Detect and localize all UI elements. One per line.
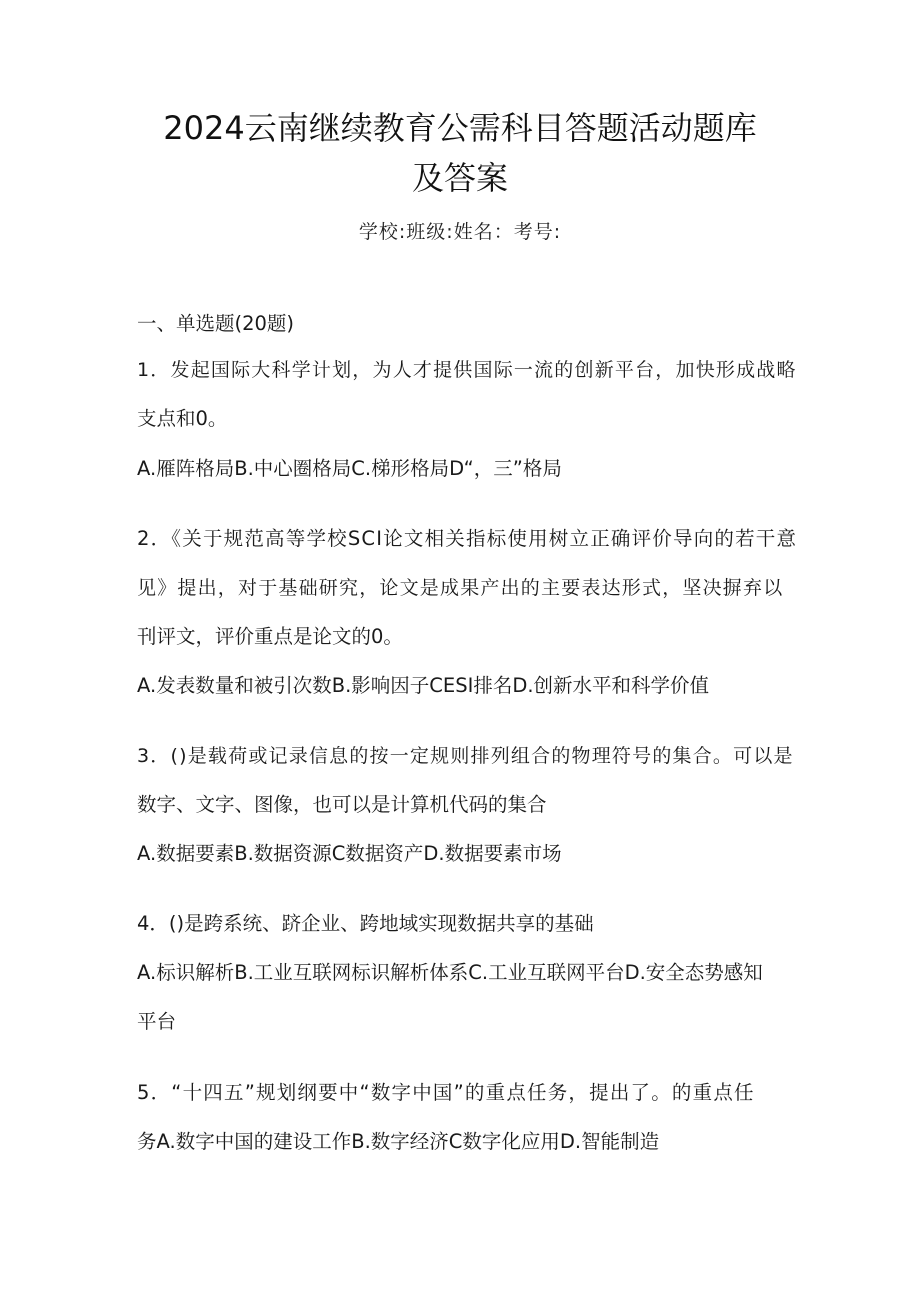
question-5-line-1: 5．“十四五”规划纲要中“数字中国”的重点任务，提出了。的重点任 [137, 1081, 755, 1104]
question-4-line-1: 4．()是跨系统、跻企业、跨地域实现数据共享的基础 [137, 912, 594, 935]
question-5-line-2: 务A.数字中国的建设工作B.数字经济C数字化应用D.智能制造 [137, 1130, 660, 1153]
question-2-line-2: 见》提出，对于基础研究，论文是成果产出的主要表达形式，坚决摒弃以 [137, 577, 784, 599]
question-1-line-1: 1．发起国际大科学计划，为人才提供国际一流的创新平台，加快形成战略 [137, 359, 797, 381]
question-4-options-line-2: 平台 [137, 1010, 177, 1033]
question-3-line-1: 3．()是载荷或记录信息的按一定规则排列组合的物理符号的集合。可以是 [137, 745, 794, 767]
question-2-line-3: 刊评文，评价重点是论文的0。 [137, 625, 403, 648]
document-title-line-1: 2024云南继续教育公需科目答题活动题库 [163, 109, 757, 147]
student-info-line: 学校:班级:姓名：考号: [358, 221, 562, 243]
question-1-line-2: 支点和0。 [137, 407, 228, 430]
question-3-line-2: 数字、文字、图像，也可以是计算机代码的集合 [137, 793, 547, 816]
question-4-options-line-1: A.标识解析B.工业互联网标识解析体系C.工业互联网平台D.安全态势感知 [137, 961, 763, 984]
question-2-line-1: 2．《关于规范高等学校SCI论文相关指标使用树立正确评价导向的若干意 [137, 527, 798, 550]
question-3-options: A.数据要素B.数据资源C数据资产D.数据要素市场 [137, 842, 562, 865]
question-1-options: A.雁阵格局B.中心圈格局C.梯形格局D“，三”格局 [137, 457, 562, 480]
question-2-options: A.发表数量和被引次数B.影响因子CESI排名D.创新水平和科学价值 [137, 674, 710, 697]
section-heading: 一、单选题(20题) [137, 312, 295, 335]
document-title-line-2: 及答案 [411, 159, 508, 197]
